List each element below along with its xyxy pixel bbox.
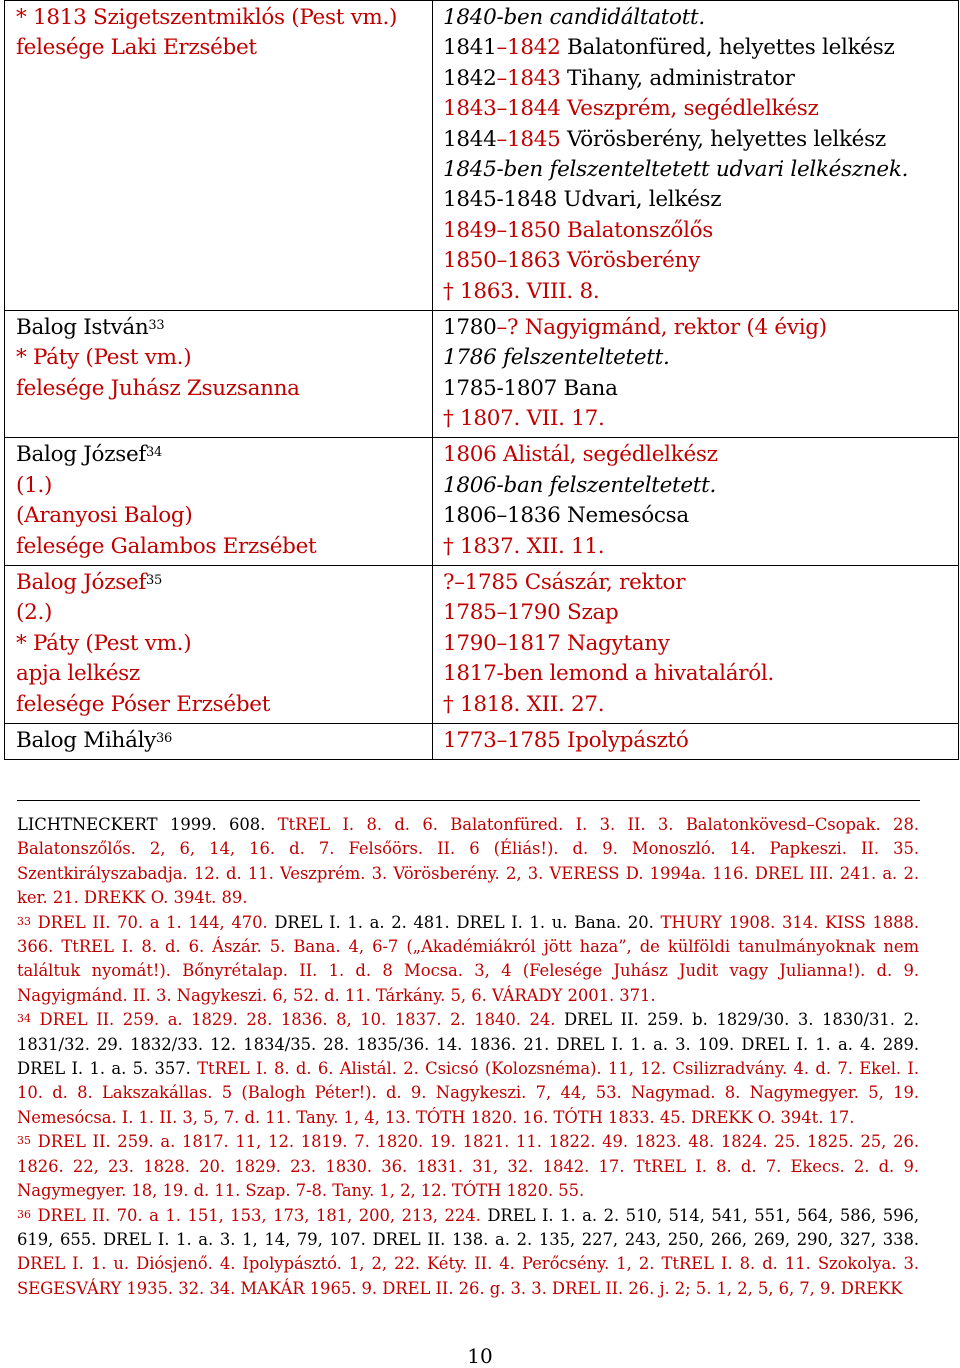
career-cell	[433, 566, 959, 724]
person-cell	[5, 723, 433, 759]
cell-line: * 1813 Szigetszentmiklós (Pest vm.)	[16, 5, 398, 30]
footnote-number: 36	[17, 1207, 31, 1221]
cell-line: † 1863. VIII. 8.	[443, 278, 600, 304]
career-table	[4, 0, 959, 760]
line-segment: –1845	[496, 126, 561, 152]
cell-line: 1817-ben lemond a hivataláról.	[443, 661, 774, 687]
footnote-text: DREL II. 259. a. 1829. 28. 1836. 8, 10. 1837. 2. 1840. 24.	[30, 1010, 564, 1030]
footnote-ref: 36	[156, 730, 172, 746]
footnotes	[17, 813, 919, 1301]
person-cell	[5, 566, 433, 724]
cell-line: * Páty (Pest vm.)	[16, 630, 192, 656]
line-segment: Balatonfüred, helyettes lelkész	[560, 35, 895, 61]
cell-line: 1840-ben candidáltatott.	[443, 5, 705, 30]
cell-line	[16, 726, 432, 756]
cell-line: (1.)	[16, 472, 53, 498]
footnote-paragraph	[17, 1008, 919, 1130]
footnote-text: LICHTNECKERT 1999. 608.	[17, 815, 278, 834]
footnote-text: DREL II. 70. a 1. 151, 153, 173, 181, 200, 213, 224.	[30, 1205, 488, 1225]
cell-line: † 1818. XII. 27.	[443, 691, 605, 717]
cell-line: (Aranyosi Balog)	[16, 503, 193, 529]
footnote-paragraph	[17, 911, 919, 1009]
line-segment: Balog József	[16, 442, 147, 468]
cell-line: 1806–1836 Nemesócsa	[443, 503, 689, 529]
line-segment: Balog József	[16, 570, 147, 596]
cell-line: 1845-1848 Udvari, lelkész	[443, 187, 722, 213]
cell-line: 1785-1807 Bana	[443, 375, 618, 401]
career-cell	[433, 438, 959, 566]
footnote-text: DREL II. 259. b. 1829/30. 3. 1830/31. 2. 1831/32. 29. 1832/33. 12. 1834/35. 28. 1835/36. 14. 1836. 21. DREL I. 1. a. 3. 109. DREL I. 1. a. 4. 289. DREL I. 1. a. 5. 357.	[17, 1010, 919, 1079]
cell-line: ?–1785 Császár, rektor	[443, 570, 686, 596]
footnote-paragraph	[17, 1204, 919, 1302]
cell-line: 1850–1863 Vörösberény	[443, 248, 700, 274]
career-cell	[433, 1, 959, 311]
footnote-paragraph	[17, 1130, 919, 1203]
cell-line: apja lelkész	[16, 661, 140, 687]
footnote-number: 34	[17, 1012, 31, 1026]
cell-line: 1773–1785 Ipolypásztó	[443, 727, 689, 753]
cell-line: felesége Juhász Zsuzsanna	[16, 375, 300, 401]
person-cell	[5, 310, 433, 438]
footnote-number: 33	[17, 914, 31, 928]
footnote-text: DREL I. 1. a. 2. 510, 514, 541, 551, 564, 586, 596, 619, 655. DREL I. 1. a. 3. 1, 14, 79, 107. DREL II. 138. a. 2. 135, 227, 243, 250, 266, 269, 290, 327, 338.	[17, 1205, 919, 1249]
cell-line	[443, 313, 958, 343]
footnote-text: TtREL I. 8. d. 6. Balatonfüred. I. 3. II. 3. Balatonkövesd–Csopak. 28. Balatonszőlős. 2, 6, 14, 16. d. 7. Felsőörs. II. 6 (Éliás!). d. 9. Monoszló. 14. Papkeszi. II. 35. Szentkirályszabadja. 12. d. 11. Veszprém. 3. Vörösberény. 2, 3. VERESS D. 1994a. 116. DREL III. 241. a. 2. ker. 21. DREKK O. 394t. 89.	[17, 815, 919, 908]
person-cell	[5, 438, 433, 566]
cell-line: 1843–1844 Veszprém, segédlelkész	[443, 96, 819, 122]
footnote-number: 35	[17, 1134, 31, 1148]
line-segment: Balog Mihály	[16, 727, 157, 753]
cell-line: * Páty (Pest vm.)	[16, 345, 192, 371]
cell-line: † 1807. VII. 17.	[443, 406, 605, 432]
footnote-ref: 33	[148, 317, 165, 333]
table-row	[5, 566, 959, 724]
footnote-text: DREL II. 70. a 1. 144, 470.	[30, 912, 275, 932]
cell-line: † 1837. XII. 11.	[443, 533, 605, 559]
line-segment: –? Nagyigmánd, rektor (4 évig)	[496, 314, 827, 340]
cell-line	[443, 64, 958, 94]
person-cell	[5, 1, 433, 311]
cell-line: 1845-ben felszenteltetett udvari lelkésznek.	[443, 156, 909, 182]
career-cell	[433, 723, 959, 759]
career-cell	[433, 310, 959, 438]
cell-line	[16, 568, 432, 598]
cell-line: 1786 felszenteltetett.	[443, 345, 670, 371]
cell-line: felesége Laki Erzsébet	[16, 35, 257, 61]
page-number: 10	[467, 1344, 493, 1368]
footnote-ref: 35	[146, 573, 162, 589]
cell-line: 1806 Alistál, segédlelkész	[443, 442, 718, 468]
footnote-separator	[17, 800, 920, 801]
cell-line: 1806-ban felszenteltetett.	[443, 472, 717, 498]
footnote-text: DREL I. 1. u. Diósjenő. 4. Ipolypásztó. 1, 2, 22. Kéty. II. 4. Perőcsény. 1, 2. TtREL I. 8. d. 11. Szokolya. 3. SEGESVÁRY 1935. 32. 34. MAKÁR 1965. 9. DREL II. 26. g. 3. 3. DREL II. 26. j. 2; 5. 1, 2, 5, 6, 7, 9. DREKK	[17, 1254, 919, 1298]
table-row	[5, 723, 959, 759]
table-row	[5, 438, 959, 566]
cell-line	[443, 33, 958, 63]
line-segment: Balog István	[16, 314, 149, 340]
line-segment: 1842	[443, 65, 497, 91]
cell-line: felesége Galambos Erzsébet	[16, 533, 317, 559]
footnote-text: THURY 1908. 314. KISS 1888. 366. TtREL I. 8. d. 6. Ászár. 5. Bana. 4, 6-7 („Akadémiákról jött haza”, de külföldi tanulmányoknak nem találtuk nyomát!). Bőnyrétalap. II. 1. d. 8 Mocsa. 3, 4 (Felesége Juhász Judit vagy Julianna!). d. 9. Nagyigmánd. II. 3. Nagykeszi. 6, 52. d. 11. Tárkány. 5, 6. VÁRADY 2001. 371.	[17, 912, 919, 1005]
line-segment: –1842	[496, 35, 561, 61]
footnote-ref: 34	[146, 445, 162, 461]
footnote-paragraph	[17, 813, 919, 911]
table-row	[5, 1, 959, 311]
career-table-body	[5, 1, 959, 760]
line-segment: Vörösberény, helyettes lelkész	[560, 126, 886, 152]
footnote-text: TtREL I. 8. d. 6. Alistál. 2. Csicsó (Kolozsnéma). 11, 12. Csilizradvány. 4. d. 7. Ekel. I. 10. d. 8. Lakszakállas. 5 (Balogh Péter!). d. 9. Nagykeszi. 7, 44, 53. Nagymad. 8. Nagymegyer. 5, 19. Nemesócsa. I. 1. II. 3, 5, 7. d. 11. Tany. 1, 4, 13. TÓTH 1820. 16. TÓTH 1833. 45. DREKK O. 394t. 17.	[17, 1059, 920, 1127]
cell-line: 1790–1817 Nagytany	[443, 630, 670, 656]
line-segment: 1844	[443, 126, 497, 152]
cell-line: (2.)	[16, 600, 53, 626]
footnote-text: DREL I. 1. a. 2. 481. DREL I. 1. u. Bana. 20.	[274, 912, 661, 932]
cell-line: 1785–1790 Szap	[443, 600, 619, 626]
cell-line	[443, 125, 958, 155]
line-segment: 1780	[443, 314, 497, 340]
cell-line	[16, 440, 432, 470]
table-row	[5, 310, 959, 438]
cell-line: felesége Póser Erzsébet	[16, 691, 271, 717]
cell-line	[16, 313, 432, 343]
line-segment: –1843	[496, 65, 561, 91]
cell-line: 1849–1850 Balatonszőlős	[443, 217, 714, 243]
line-segment: 1841	[443, 35, 497, 61]
footnote-text: DREL II. 259. a. 1817. 11, 12. 1819. 7. 1820. 19. 1821. 11. 1822. 49. 1823. 48. 1824. 25. 1825. 25, 26. 1826. 22, 23. 1828. 20. 1829. 23. 1830. 36. 1831. 31, 32. 1842. 17. TtREL I. 8. d. 7. Ekecs. 2. d. 9. Nagymegyer. 18, 19. d. 11. Szap. 7-8. Tany. 1, 2, 12. TÓTH 1820. 55.	[17, 1132, 919, 1201]
line-segment: Tihany, administrator	[560, 65, 795, 91]
